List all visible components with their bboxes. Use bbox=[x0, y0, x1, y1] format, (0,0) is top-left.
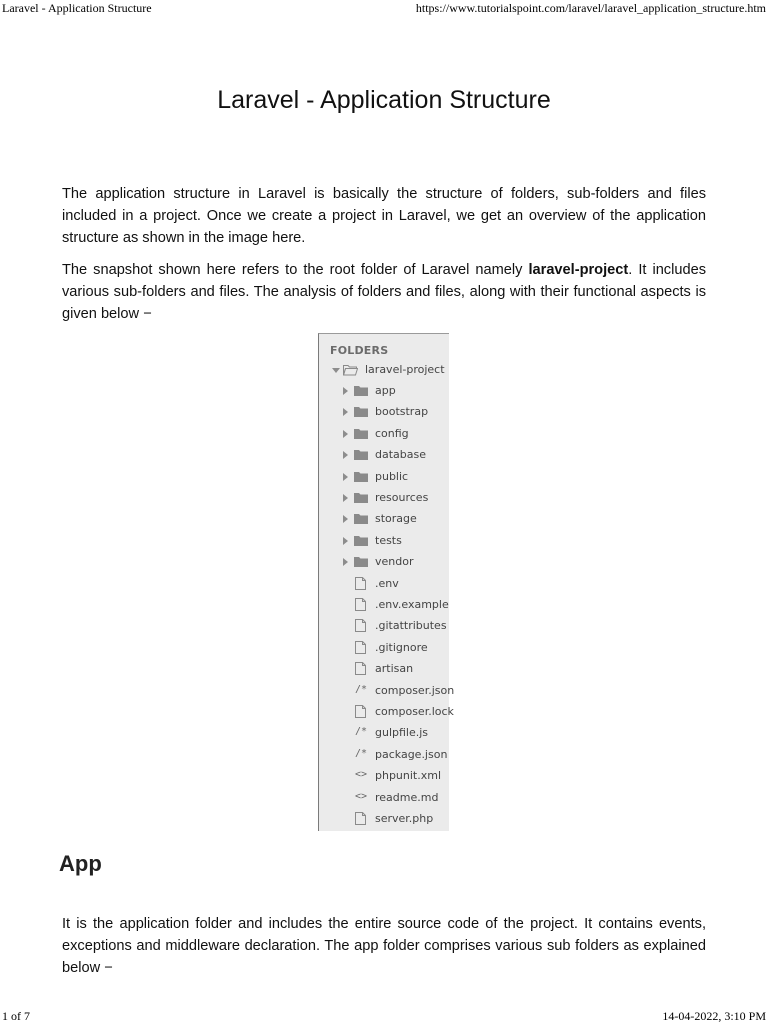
tree-item bbox=[319, 488, 450, 509]
tree-item bbox=[319, 467, 450, 488]
collapsed-arrow-icon bbox=[343, 537, 348, 545]
folder-icon bbox=[354, 492, 368, 503]
tree-root-row bbox=[319, 360, 450, 381]
tree-item-label: bootstrap bbox=[375, 405, 429, 419]
header-url: https://www.tutorialspoint.com/laravel/laravel_application_structure.htm bbox=[415, 1, 766, 15]
tree-item-label: tests bbox=[375, 533, 402, 547]
tree-item-label: gulpfile.js bbox=[375, 726, 429, 740]
file-icon bbox=[355, 812, 366, 825]
tree-item bbox=[319, 445, 450, 466]
file-icon bbox=[355, 705, 366, 718]
section-heading-app: App bbox=[59, 851, 102, 876]
tree-item bbox=[319, 402, 450, 423]
collapsed-arrow-icon bbox=[343, 558, 348, 566]
tree-item-label: vendor bbox=[375, 555, 414, 569]
tree-item-label: resources bbox=[375, 491, 429, 504]
collapsed-arrow-icon bbox=[343, 515, 348, 523]
code-file-icon: <> bbox=[355, 790, 368, 802]
open-folder-icon bbox=[343, 364, 358, 376]
tree-item bbox=[319, 531, 450, 552]
tree-item-label: composer.json bbox=[375, 683, 455, 697]
tree-item-label: app bbox=[375, 384, 396, 397]
folder-icon bbox=[354, 449, 368, 460]
print-timestamp: 14-04-2022, 3:10 PM bbox=[662, 1009, 766, 1023]
tree-root-label: laravel-project bbox=[365, 363, 445, 376]
file-icon bbox=[355, 598, 366, 611]
tree-item-label: package.json bbox=[375, 747, 448, 761]
app-paragraph: It is the application folder and includes the entire source code of the project. It contains events, exceptions and middleware declaration. The app folder comprises various sub folders as explained below − bbox=[62, 916, 706, 976]
tree-item bbox=[319, 659, 450, 680]
tree-item bbox=[319, 595, 450, 616]
page-counter: 1 of 7 bbox=[2, 1009, 30, 1023]
tree-item-label: composer.lock bbox=[375, 705, 454, 718]
folder-icon bbox=[354, 556, 368, 567]
tree-item-label: .gitattributes bbox=[375, 619, 447, 633]
tree-item bbox=[319, 381, 450, 402]
tree-item bbox=[319, 745, 450, 766]
comment-file-icon: /* bbox=[355, 683, 368, 695]
tree-item bbox=[319, 424, 450, 445]
comment-file-icon: /* bbox=[355, 726, 368, 738]
tree-item-label: database bbox=[375, 448, 426, 462]
tree-item bbox=[319, 788, 450, 809]
folders-heading: FOLDERS bbox=[330, 344, 389, 357]
tree-item bbox=[319, 552, 450, 573]
folder-icon bbox=[354, 385, 368, 396]
code-file-icon: <> bbox=[355, 769, 368, 781]
folder-icon bbox=[354, 535, 368, 546]
tree-item-label: server.php bbox=[375, 812, 434, 825]
comment-file-icon: /* bbox=[355, 747, 368, 759]
tree-item bbox=[319, 809, 450, 830]
folder-tree-image bbox=[318, 333, 455, 831]
tree-item bbox=[319, 509, 450, 530]
file-icon bbox=[355, 662, 366, 675]
tree-item-label: .gitignore bbox=[375, 640, 428, 654]
tree-item-label: public bbox=[375, 469, 409, 483]
print-footer bbox=[0, 1009, 768, 1025]
collapsed-arrow-icon bbox=[343, 451, 348, 459]
snapshot-text-before: The snapshot shown here refers to the root folder of Laravel namely bbox=[62, 262, 529, 278]
expand-arrow-icon bbox=[332, 368, 340, 373]
tree-item-label: config bbox=[375, 426, 409, 440]
tree-item-label: .env.example bbox=[375, 598, 449, 611]
collapsed-arrow-icon bbox=[343, 494, 348, 502]
tree-item-label: readme.md bbox=[375, 790, 439, 804]
tree-item bbox=[319, 681, 455, 702]
snapshot-paragraph bbox=[62, 259, 706, 325]
file-icon bbox=[355, 577, 366, 590]
tree-item-label: storage bbox=[375, 512, 417, 526]
header-title: Laravel - Application Structure bbox=[2, 1, 152, 15]
collapsed-arrow-icon bbox=[343, 408, 348, 416]
folder-icon bbox=[354, 471, 368, 482]
tree-item bbox=[319, 574, 450, 595]
tree-item bbox=[319, 723, 450, 744]
tree-item bbox=[319, 766, 450, 787]
folder-icon bbox=[354, 406, 368, 417]
file-icon bbox=[355, 619, 366, 632]
collapsed-arrow-icon bbox=[343, 473, 348, 481]
page-title: Laravel - Application Structure bbox=[217, 86, 551, 114]
tree-item bbox=[319, 702, 454, 723]
tree-item-label: phpunit.xml bbox=[375, 769, 442, 783]
tree-item-label: .env bbox=[375, 576, 399, 590]
intro-paragraph: The application structure in Laravel is basically the structure of folders, sub-folders and files included in a project. Once we create a project in Laravel, we get an overview of the application structure as shown in the image here. bbox=[62, 186, 706, 246]
file-icon bbox=[355, 641, 366, 654]
tree-item bbox=[319, 616, 450, 637]
collapsed-arrow-icon bbox=[343, 430, 348, 438]
collapsed-arrow-icon bbox=[343, 387, 348, 395]
folder-icon bbox=[354, 428, 368, 439]
snapshot-text-after: . It includes various sub-folders and files. The analysis of folders and files, along with their functional aspects is given below − bbox=[62, 262, 706, 322]
tree-item-label: artisan bbox=[375, 662, 414, 676]
project-name-bold: laravel-project bbox=[528, 262, 629, 278]
print-header bbox=[0, 1, 768, 17]
folder-icon bbox=[354, 513, 368, 524]
tree-item bbox=[319, 638, 450, 659]
